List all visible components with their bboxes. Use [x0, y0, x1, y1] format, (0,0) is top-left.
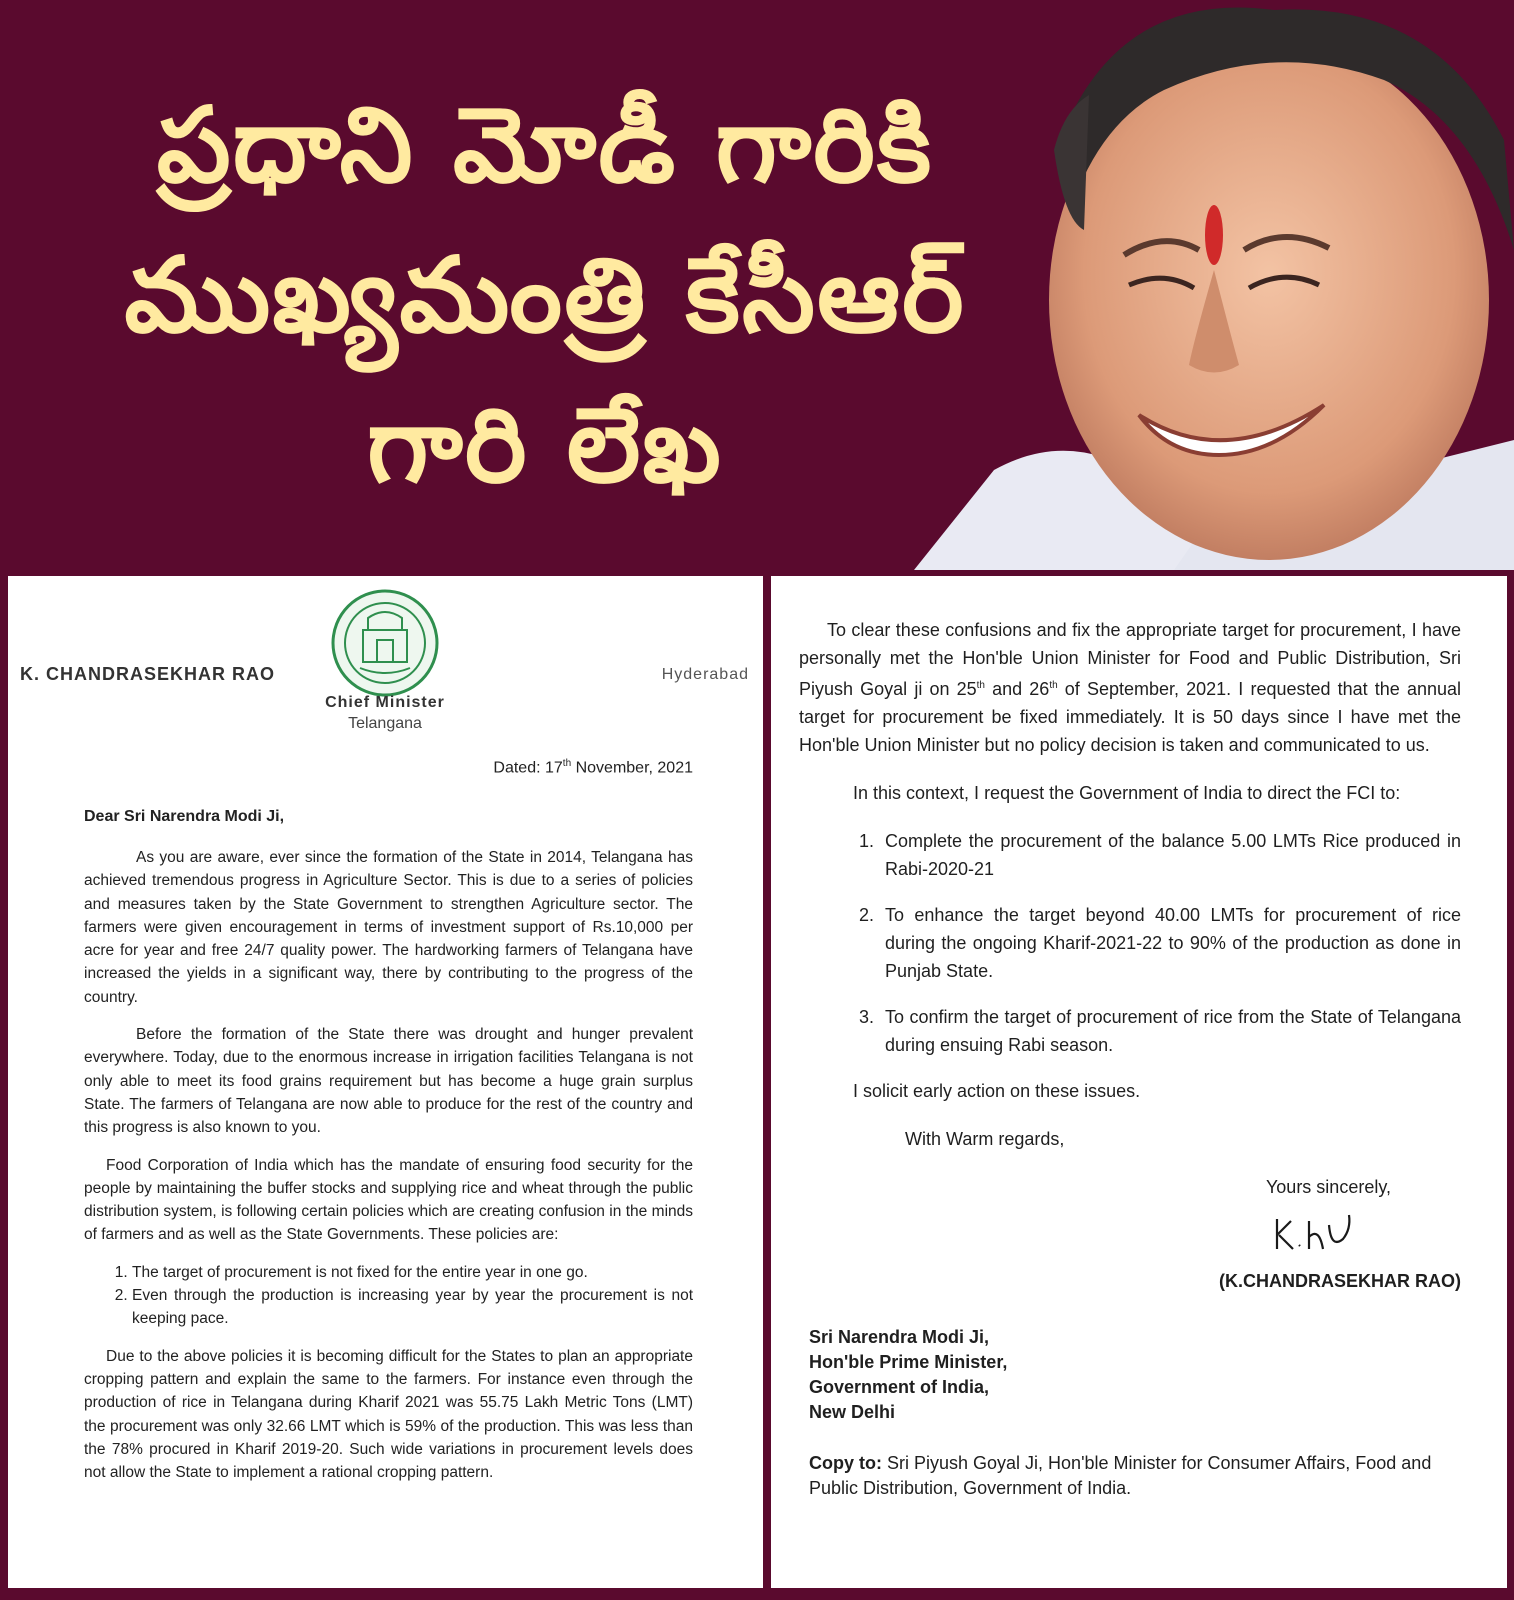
paragraph-3: Food Corporation of India which has the mandate of ensuring food security for the people by maintaining the buffer stocks and supplying rice and wheat through the public distribution system, is following certain policies which are creating confusion in the minds of farmers and as well as the State Governments. These policies are: [84, 1156, 693, 1244]
solicit-line: I solicit early action on these issues. [853, 1081, 1141, 1101]
list-item: 3. To confirm the target of procurement of rice from the State of Telangana during ensuing Rabi season. [879, 1003, 1461, 1059]
headline [40, 70, 1050, 520]
copy-to-body: Sri Piyush Goyal Ji, Hon'ble Minister for Consumer Affairs, Food and Public Distribution, Government of India. [809, 1453, 1432, 1498]
signed-name: (K.CHANDRASEKHAR RAO) [1219, 1271, 1461, 1291]
closing-regards: With Warm regards, [905, 1129, 1065, 1149]
recipient-address [799, 1325, 1461, 1425]
list-item: 1. The target of procurement is not fixed for the entire year in one go. [132, 1261, 693, 1284]
headline-line-1: ప్రధాని మోడీ గారికి [156, 84, 934, 206]
copy-to-label: Copy to: [809, 1453, 882, 1473]
letterhead [8, 576, 763, 746]
letter-body-right [799, 616, 1461, 1501]
letterhead-name: K. CHANDRASEKHAR RAO [20, 664, 276, 684]
address-line: Hon'ble Prime Minister, [809, 1352, 1008, 1372]
salutation: Dear Sri Narendra Modi Ji, [84, 808, 285, 825]
portrait-photo [914, 0, 1514, 570]
banner [0, 0, 1514, 570]
headline-line-2: ముఖ్యమంత్రి కేసీఆర్ [124, 234, 966, 356]
letter-body-left [84, 846, 693, 1498]
signature [1269, 1209, 1389, 1259]
list-item: 2. To enhance the target beyond 40.00 LMTs for procurement of rice during the ongoing Kharif-2021-22 to 90% of the production as done in Punjab State. [879, 901, 1461, 985]
letterhead-title: Chief Minister [325, 694, 445, 711]
paragraph-6: In this context, I request the Government of India to direct the FCI to: [853, 783, 1401, 803]
government-emblem-icon [330, 588, 440, 698]
closing-yours: Yours sincerely, [1265, 1177, 1391, 1197]
list-item: 1. Complete the procurement of the balance 5.00 LMTs Rice produced in Rabi-2020-21 [879, 827, 1461, 883]
letter-page-1 [8, 576, 763, 1588]
letter-page-2 [771, 576, 1507, 1588]
letterhead-subtitle: Telangana [348, 715, 422, 732]
letter-date: Dated: 17th November, 2021 [493, 758, 693, 777]
policy-list [84, 1261, 693, 1331]
paragraph-1: As you are aware, ever since the formation of the State in 2014, Telangana has achieved tremendous progress in Agriculture Sector. This is due to a series of policies and measures taken by the State Government to strengthen Agriculture sector. The farmers were given encouragement in terms of investment support of Rs.10,000 per acre for year and free 24/7 quality power. The hardworking farmers of Telangana have increased the yields in a significant way, there by contributing to the progress of the country. [84, 849, 693, 1006]
request-list [799, 827, 1461, 1059]
list-item: 2. Even through the production is increasing year by year the procurement is not keeping pace. [132, 1284, 693, 1331]
address-line: New Delhi [809, 1402, 896, 1422]
paragraph-2: Before the formation of the State there was drought and hunger prevalent everywhere. Today, due to the enormous increase in irrigation facilities Telangana is not only able to meet its food grains requirement but has become a huge grain surplus State. The farmers of Telangana are now able to produce for the rest of the country and this progress is also known to you. [84, 1026, 693, 1137]
letterhead-city: Hyderabad [661, 666, 749, 683]
paragraph-5: To clear these confusions and fix the appropriate target for procurement, I have personally met the Hon'ble Union Minister for Food and Public Distribution, Sri Piyush Goyal ji on 25th and 26th of September, 2021. I requested that the annual target for procurement be fixed immediately. It is 50 days since I have met the Hon'ble Union Minister but no policy decision is taken and communicated to us. [799, 620, 1462, 755]
address-line: Sri Narendra Modi Ji, [809, 1327, 990, 1347]
paragraph-4: Due to the above policies it is becoming difficult for the States to plan an appropriate cropping pattern and explain the same to the farmers. For instance even through the production of rice in Telangana during Kharif 2021 was 55.75 Lakh Metric Tons (LMT) the procurement was only 32.66 LMT which is 59% of the production. This was less than the 78% procured in Kharif 2019-20. Such wide variations in procurement levels does not allow the State to implement a rational cropping pattern. [84, 1347, 693, 1482]
address-line: Government of India, [809, 1377, 990, 1397]
headline-line-3: గారి లేఖ [367, 384, 723, 506]
copy-to [799, 1451, 1461, 1501]
